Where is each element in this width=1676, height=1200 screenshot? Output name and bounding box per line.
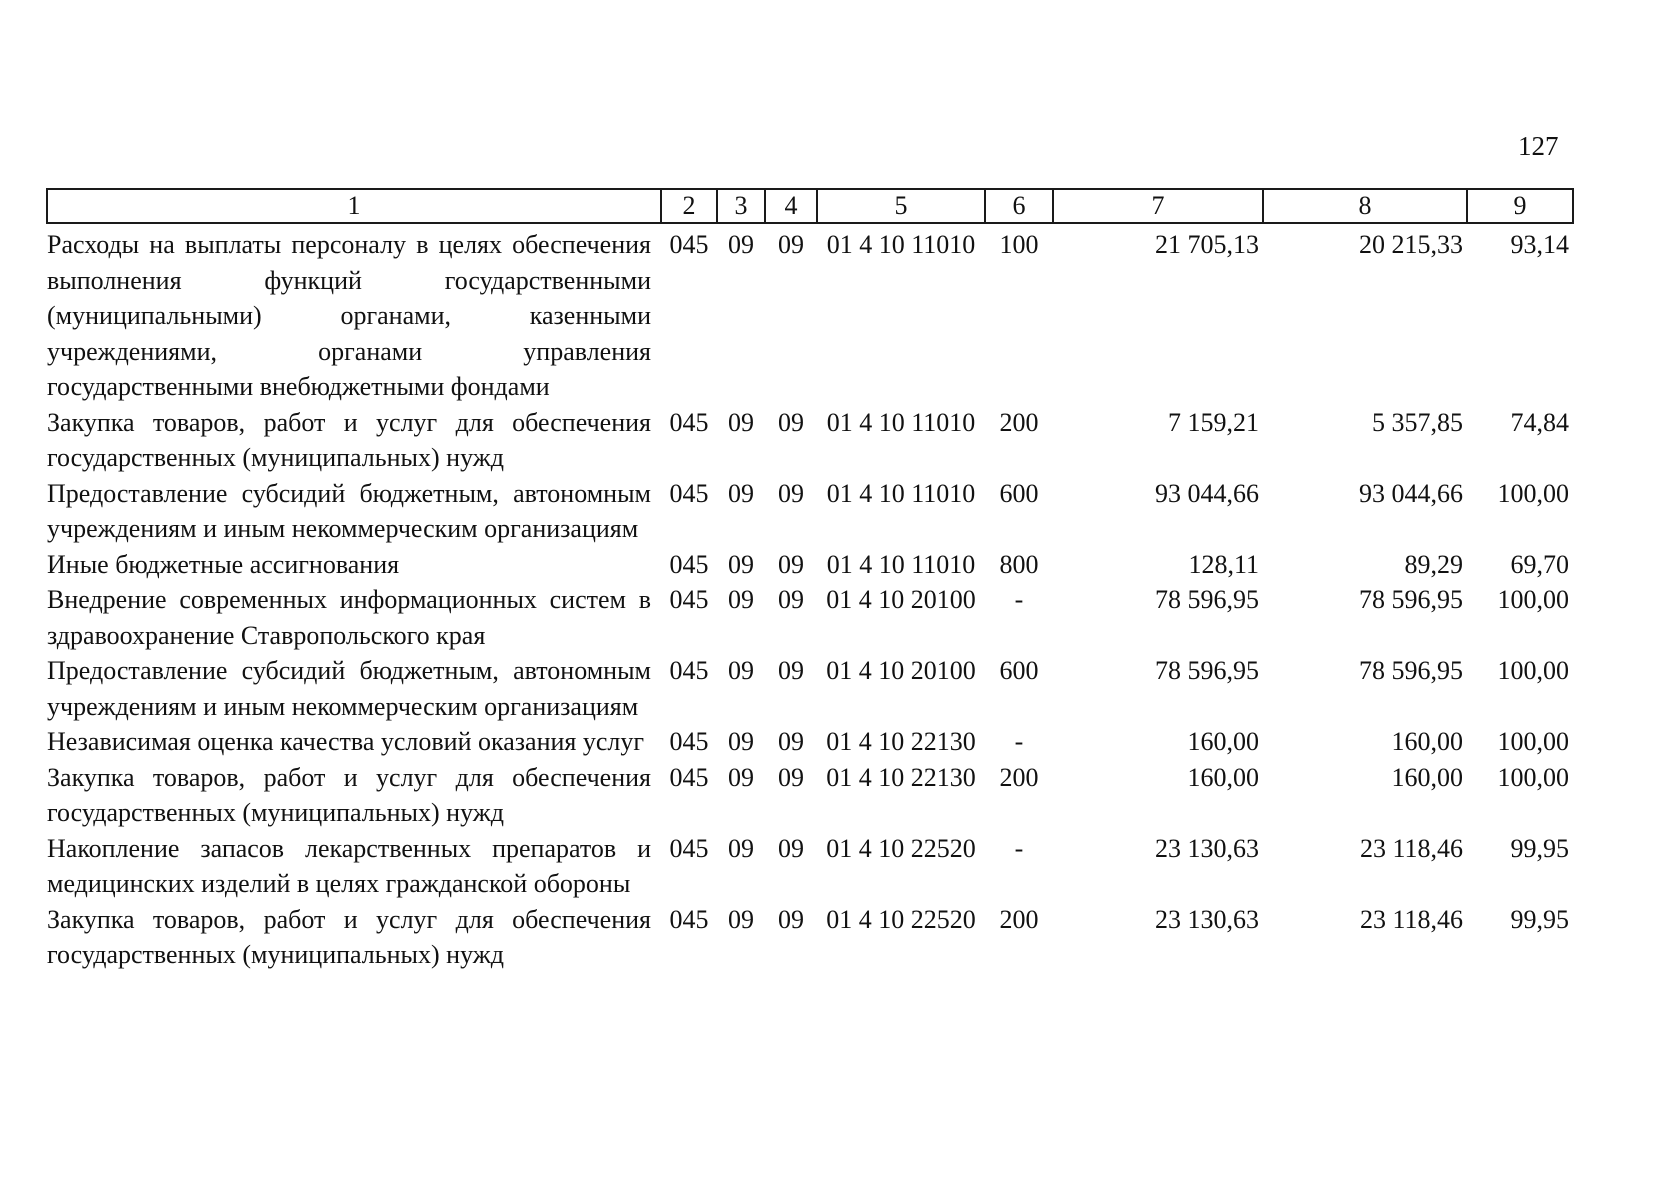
header-col-6: 6 (985, 189, 1053, 223)
row-subsection: 09 (778, 656, 804, 685)
row-actual-amount: 78 596,95 (1359, 585, 1463, 614)
row-subsection: 09 (778, 904, 804, 934)
row-name: Предоставление субсидий бюджетным, автономным учреждениям и иным некоммерческим организациям (47, 478, 651, 543)
row-planned-amount: 7 159,21 (1168, 407, 1259, 437)
header-col-9: 9 (1467, 189, 1573, 223)
row-name: Предоставление субсидий бюджетным, автономным учреждениям и иным некоммерческим организациям (47, 656, 651, 721)
row-planned-amount: 21 705,13 (1155, 230, 1259, 259)
table-row (47, 902, 1573, 973)
row-planned-amount: 78 596,95 (1155, 585, 1259, 614)
row-actual-amount: 89,29 (1404, 549, 1463, 579)
page-number: 127 (1518, 131, 1559, 161)
budget-table (46, 188, 1574, 973)
row-name: Накопление запасов лекарственных препаратов и медицинских изделий в целях гражданской обороны (47, 833, 651, 898)
row-name: Внедрение современных информационных систем в здравоохранение Ставропольского края (47, 585, 651, 650)
row-expense-type: 200 (999, 762, 1039, 792)
row-subsection: 09 (778, 407, 804, 437)
row-subsection: 09 (778, 727, 804, 756)
row-target-article: 01 4 10 22130 (826, 727, 976, 756)
row-planned-amount: 128,11 (1188, 549, 1259, 579)
row-name: Закупка товаров, работ и услуг для обеспечения государственных (муниципальных) нужд (47, 762, 651, 827)
header-col-1: 1 (47, 189, 661, 223)
row-section: 09 (728, 407, 754, 437)
row-ministry-code: 045 (669, 407, 709, 437)
row-expense-type: - (1014, 585, 1024, 614)
row-target-article: 01 4 10 11010 (826, 230, 976, 259)
row-planned-amount: 23 130,63 (1155, 833, 1259, 863)
header-col-3: 3 (717, 189, 765, 223)
table-row (47, 831, 1573, 902)
row-percent: 100,00 (1497, 727, 1569, 756)
row-planned-amount: 78 596,95 (1155, 656, 1259, 685)
row-target-article: 01 4 10 11010 (826, 478, 976, 508)
row-ministry-code: 045 (669, 656, 709, 685)
row-target-article: 01 4 10 22520 (826, 904, 976, 934)
row-name: Расходы на выплаты персоналу в целях обеспечения выполнения функций государственными (муниципальными) органами, казенными учреждениями, органами управления государственными внебюджетными фондами (47, 230, 651, 401)
row-expense-type: 100 (999, 230, 1039, 259)
row-ministry-code: 045 (669, 585, 709, 614)
row-ministry-code: 045 (669, 478, 709, 508)
row-percent: 99,95 (1510, 833, 1569, 863)
header-col-2: 2 (661, 189, 717, 223)
row-ministry-code: 045 (669, 549, 709, 579)
row-percent: 99,95 (1510, 904, 1569, 934)
row-target-article: 01 4 10 22520 (826, 833, 976, 863)
row-section: 09 (728, 585, 754, 614)
row-subsection: 09 (778, 585, 804, 614)
table-row (47, 724, 1573, 760)
row-section: 09 (728, 727, 754, 756)
row-planned-amount: 23 130,63 (1155, 904, 1259, 934)
row-ministry-code: 045 (669, 762, 709, 792)
row-target-article: 01 4 10 11010 (826, 407, 976, 437)
row-target-article: 01 4 10 20100 (826, 585, 976, 614)
row-actual-amount: 20 215,33 (1359, 230, 1463, 259)
table-row (47, 547, 1573, 583)
header-col-8: 8 (1263, 189, 1467, 223)
row-expense-type: 600 (999, 478, 1039, 508)
table-row (47, 223, 1573, 405)
row-actual-amount: 23 118,46 (1359, 904, 1463, 934)
table-row (47, 476, 1573, 547)
row-section: 09 (728, 656, 754, 685)
header-col-5: 5 (817, 189, 985, 223)
row-percent: 93,14 (1510, 230, 1569, 259)
row-name: Независимая оценка качества условий оказания услуг (47, 727, 645, 756)
row-actual-amount: 23 118,46 (1359, 833, 1463, 863)
table-row (47, 653, 1573, 724)
row-percent: 100,00 (1497, 656, 1569, 685)
row-actual-amount: 5 357,85 (1372, 407, 1463, 437)
row-subsection: 09 (778, 833, 804, 863)
table-row (47, 582, 1573, 653)
row-actual-amount: 160,00 (1391, 762, 1463, 792)
row-name: Закупка товаров, работ и услуг для обеспечения государственных (муниципальных) нужд (47, 904, 651, 969)
table-row (47, 760, 1573, 831)
row-expense-type: - (1014, 833, 1024, 863)
row-subsection: 09 (778, 230, 804, 259)
row-planned-amount: 93 044,66 (1155, 478, 1259, 508)
row-section: 09 (728, 762, 754, 792)
row-planned-amount: 160,00 (1187, 727, 1259, 756)
row-section: 09 (728, 904, 754, 934)
row-target-article: 01 4 10 20100 (826, 656, 976, 685)
row-section: 09 (728, 230, 754, 259)
row-ministry-code: 045 (669, 833, 709, 863)
row-ministry-code: 045 (669, 727, 709, 756)
row-actual-amount: 78 596,95 (1359, 656, 1463, 685)
row-section: 09 (728, 833, 754, 863)
row-expense-type: 800 (999, 549, 1039, 579)
row-percent: 100,00 (1497, 762, 1569, 792)
header-row (47, 189, 1573, 223)
row-percent: 100,00 (1497, 585, 1569, 614)
row-ministry-code: 045 (669, 230, 709, 259)
row-expense-type: 600 (999, 656, 1039, 685)
row-target-article: 01 4 10 22130 (826, 762, 976, 792)
row-section: 09 (728, 549, 754, 579)
row-percent: 74,84 (1510, 407, 1569, 437)
row-subsection: 09 (778, 478, 804, 508)
row-name: Закупка товаров, работ и услуг для обеспечения государственных (муниципальных) нужд (47, 407, 651, 472)
row-planned-amount: 160,00 (1187, 762, 1259, 792)
row-percent: 100,00 (1497, 478, 1569, 508)
header-col-4: 4 (765, 189, 817, 223)
row-name: Иные бюджетные ассигнования (47, 549, 400, 579)
row-actual-amount: 160,00 (1391, 727, 1463, 756)
row-expense-type: - (1014, 727, 1024, 756)
row-actual-amount: 93 044,66 (1359, 478, 1463, 508)
table-row (47, 405, 1573, 476)
row-target-article: 01 4 10 11010 (826, 549, 976, 579)
row-expense-type: 200 (999, 904, 1039, 934)
header-col-7: 7 (1053, 189, 1263, 223)
row-section: 09 (728, 478, 754, 508)
row-ministry-code: 045 (669, 904, 709, 934)
row-expense-type: 200 (999, 407, 1039, 437)
row-percent: 69,70 (1510, 549, 1569, 579)
row-subsection: 09 (778, 762, 804, 792)
row-subsection: 09 (778, 549, 804, 579)
